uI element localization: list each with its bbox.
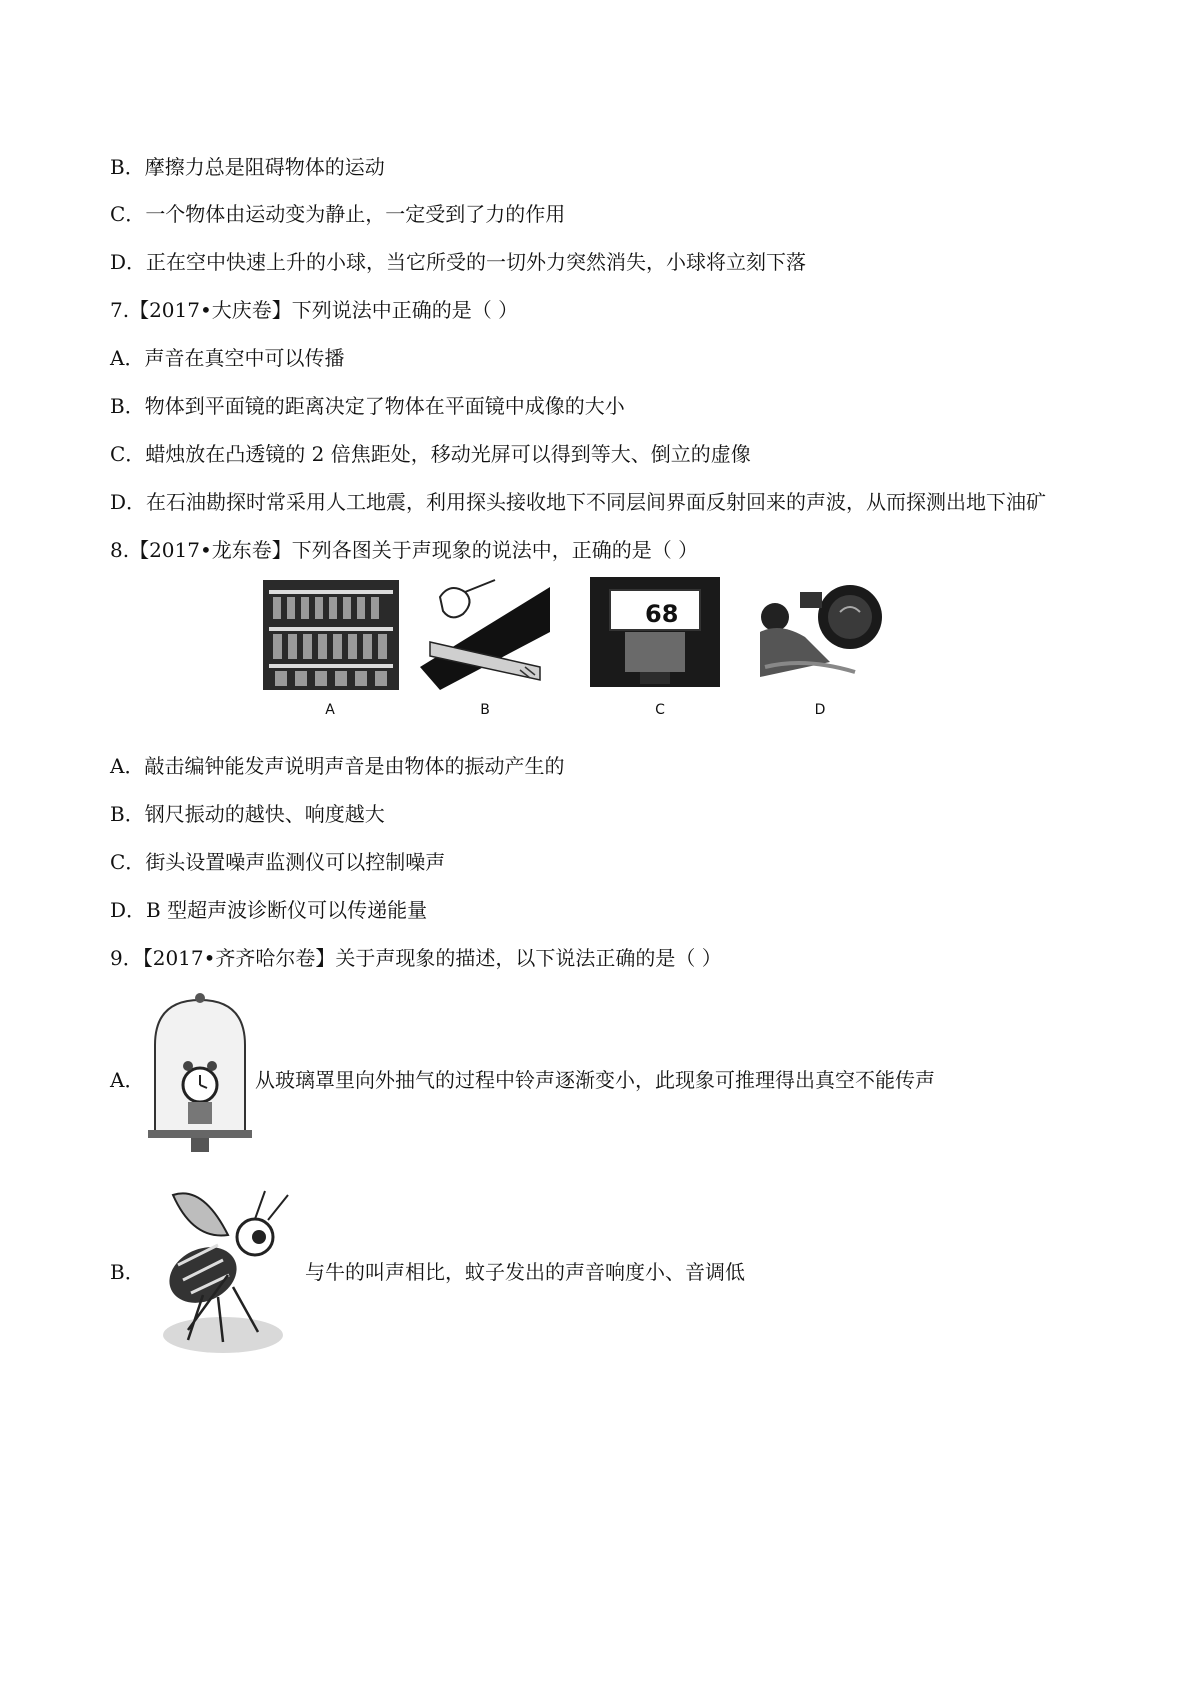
q8-option-b — [110, 802, 385, 826]
option-text: 声音在真空中可以传播 — [144, 346, 345, 370]
mosquito-figure — [143, 1175, 303, 1370]
q9-option-a-label: A． — [110, 1068, 145, 1092]
option-label: B． — [110, 394, 145, 418]
q9-stem: 9．【2017•齐齐哈尔卷】关于声现象的描述，以下说法正确的是（ ） — [110, 946, 722, 970]
q9-option-b-label: B． — [110, 1260, 145, 1284]
figure-caption: A — [325, 702, 335, 718]
q7-option-c — [110, 442, 751, 466]
option-text: 蜡烛放在凸透镜的 2 倍焦距处，移动光屏可以得到等大、倒立的虚像 — [145, 442, 751, 466]
option-label: C． — [110, 202, 146, 226]
option-text: 敲击编钟能发声说明声音是由物体的振动产生的 — [144, 754, 565, 778]
option-text: 摩擦力总是阻碍物体的运动 — [144, 155, 385, 179]
figure-b-ruler — [410, 572, 560, 722]
option-label: D． — [110, 250, 147, 274]
q7-option-a — [110, 346, 344, 370]
option-text: 正在空中快速上升的小球，当它所受的一切外力突然消失，小球将立刻下落 — [146, 250, 807, 274]
meter-reading: 68 — [645, 600, 679, 628]
q8-option-d — [110, 898, 427, 922]
q6-option-d — [110, 250, 806, 274]
option-text: 街头设置噪声监测仪可以控制噪声 — [145, 850, 446, 874]
figure-d-ultrasound — [745, 572, 895, 722]
option-text: 一个物体由运动变为静止，一定受到了力的作用 — [145, 202, 566, 226]
option-label: C． — [110, 442, 146, 466]
q7-option-d — [110, 490, 1110, 514]
option-label: D． — [110, 898, 147, 922]
option-label: C． — [110, 850, 146, 874]
figure-caption: B — [480, 702, 490, 718]
figure-c-noise-monitor — [585, 572, 735, 722]
q7-option-b — [110, 394, 625, 418]
q8-option-a — [110, 754, 564, 778]
option-text: 在石油勘探时常采用人工地震，利用探头接收地下不同层间界面反射回来的声波，从而探测出地下油矿 — [146, 490, 1047, 514]
q9-option-b-text: 与牛的叫声相比，蚊子发出的声音响度小、音调低 — [305, 1260, 745, 1284]
option-label: B． — [110, 802, 145, 826]
option-label: B． — [110, 155, 145, 179]
q8-option-c — [110, 850, 445, 874]
q8-stem: 8.【2017•龙东卷】下列各图关于声现象的说法中，正确的是（ ） — [110, 538, 699, 562]
q7-stem: 7.【2017•大庆卷】下列说法中正确的是（ ） — [110, 298, 519, 322]
figure-a-bells — [255, 572, 405, 722]
figure-caption: C — [655, 702, 665, 718]
q8-figure-row — [255, 572, 935, 722]
option-text: 钢尺振动的越快、响度越大 — [144, 802, 385, 826]
bell-jar-figure — [143, 990, 258, 1165]
q6-option-c — [110, 202, 565, 226]
q9-option-a-text: 从玻璃罩里向外抽气的过程中铃声逐渐变小，此现象可推理得出真空不能传声 — [255, 1068, 935, 1092]
option-label: D． — [110, 490, 147, 514]
option-text: 物体到平面镜的距离决定了物体在平面镜中成像的大小 — [144, 394, 625, 418]
option-label: A． — [110, 346, 145, 370]
q6-option-b — [110, 155, 385, 179]
option-text: B 型超声波诊断仪可以传递能量 — [146, 898, 428, 922]
option-label: A． — [110, 754, 145, 778]
figure-caption: D — [814, 702, 826, 718]
